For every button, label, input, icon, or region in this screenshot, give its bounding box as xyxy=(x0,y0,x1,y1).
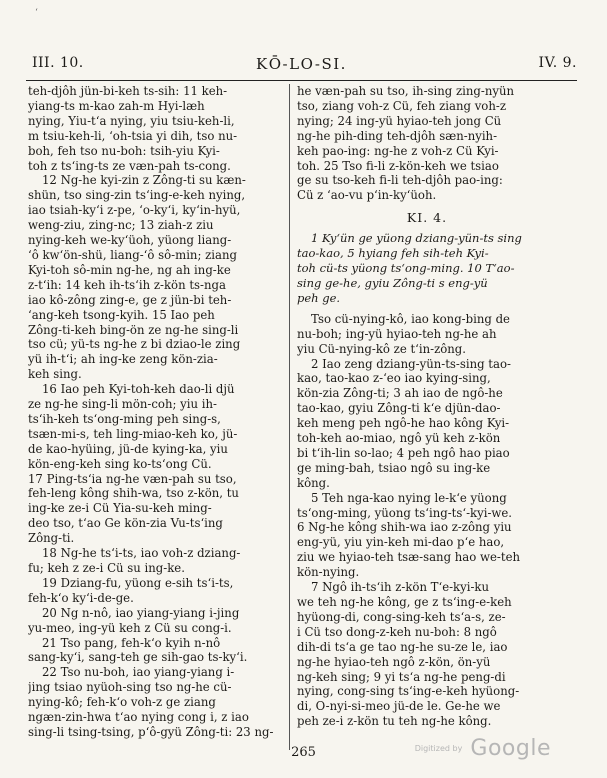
text-line: jing tsiao nyüoh-sing tso ng-he cü- xyxy=(28,680,232,695)
text-line: 17 Ping-ts‘ia ng-he væn-pah su tso, xyxy=(28,471,237,486)
text-line: toh. 25 Tso fi-li z-kön-keh we tsiao xyxy=(297,158,499,173)
summary-line: sing ge-he, gyiu Zông-ti s eng-yü xyxy=(297,275,488,290)
text-line: m tsiu-keh-li, ‘oh-tsia yi dih, tso nu- xyxy=(28,128,238,143)
header-right-ref: IV. 9. xyxy=(538,55,577,71)
text-line: yiang-ts m-kao zah-m Hyi-læh xyxy=(28,98,205,113)
text-line: tso, ziang voh-z Cü, feh ziang voh-z xyxy=(297,98,506,113)
text-line: weng-ziu, zing-nc; 13 ziah-z ziu xyxy=(28,218,214,233)
text-line: ngæn-zin-hwa t‘ao nying cong i, z iao xyxy=(28,710,249,725)
text-line: feh-leng kông shih-wa, tso z-kön, tu xyxy=(28,486,239,501)
text-line: we teh ng-he kông, ge z ts‘ing-e-keh xyxy=(297,595,512,609)
text-line: de kao-hyüing, jü-de kying-ka, yiu xyxy=(28,441,228,456)
right-column-body xyxy=(297,312,557,729)
text-line: tso cü; yü-ts ng-he z bi dziao-le zing xyxy=(28,337,241,352)
text-line: kao, tao-kao z-‘eo iao kying-sing, xyxy=(297,371,491,386)
text-line: 7 Ngô ih-ts‘ih z-kön T‘e-kyi-ku xyxy=(311,580,490,595)
text-line: boh, feh tso nu-boh: tsih-yiu Kyi- xyxy=(28,143,220,158)
left-column xyxy=(28,84,283,740)
text-line: toh z ts‘ing-ts ze væn-pah ts-cong. xyxy=(28,158,231,173)
chapter-summary xyxy=(297,231,557,306)
text-line: deo tso, t‘ao Ge kön-zia Vu-ts‘ing xyxy=(28,516,223,531)
text-line: keh pao-ing: ng-he z voh-z Cü Kyi- xyxy=(297,143,499,158)
text-line: yiu Cü-nying-kô ze t‘in-zông. xyxy=(297,341,466,356)
summary-line: peh ge. xyxy=(297,290,341,305)
header-left-ref: III. 10. xyxy=(32,55,84,71)
text-line: feh-k‘o ky‘i-de-ge. xyxy=(28,590,134,605)
text-line: nying-keh we-ky‘üoh, yüong liang- xyxy=(28,233,232,248)
text-line: ing-ke ze-i Cü Yia-su-keh ming- xyxy=(28,501,212,516)
summary-line: 1 Ky‘ün ge yüong dziang-yün-ts sing xyxy=(311,231,522,246)
text-line: ze ng-he sing-li mön-coh; yiu ih- xyxy=(28,397,217,412)
text-line: Zông-ti-keh bing-ön ze ng-he sing-li xyxy=(28,322,239,337)
text-line: tao-kao, gyiu Zông-ti k‘e djün-dao- xyxy=(297,401,501,416)
header-book-title: KŌ-LO-SI. xyxy=(256,55,347,73)
running-header xyxy=(26,55,577,77)
text-line: Kyi-toh sô-min ng-he, ng ah ing-ke xyxy=(28,262,231,277)
text-line: Zông-ti. xyxy=(28,531,75,546)
text-line: iao tsiah-ky‘i z-pe, ‘o-ky‘i, ky‘in-hyü, xyxy=(28,203,241,218)
text-line: shün, tso sing-zin ts‘ing-e-keh nying, xyxy=(28,188,246,203)
text-line: yu-meo, ing-yü keh z Cü su cong-i. xyxy=(28,620,232,635)
summary-line: toh cü-ts yüong ts‘ong-ming. 10 T‘ao- xyxy=(297,261,515,276)
text-line: ‘ô kw‘ön-shü, liang-‘ô sô-min; ziang xyxy=(28,247,237,262)
text-line: iao kô-zông zing-e, ge z jün-bi teh- xyxy=(28,292,232,307)
text-line: ziu we hyiao-teh tsæ-sang hao we-teh xyxy=(297,550,521,565)
text-line: toh-keh ao-miao, ngô yü keh z-kön xyxy=(297,431,501,446)
text-line: peh ze-i z-kön tu teh ng-he kông. xyxy=(297,714,492,729)
chapter-heading: KI. 4. xyxy=(406,210,448,226)
text-line: Tso cü-nying-kô, iao kong-bing de xyxy=(311,311,510,326)
header-rule xyxy=(26,80,577,81)
text-line: yü ih-t‘i; ah ing-ke zeng kön-zia- xyxy=(28,352,218,367)
text-line: nu-boh; ing-yü hyiao-teh ng-he ah xyxy=(297,326,497,341)
text-line: ts‘ong-ming, yüong ts‘ing-ts‘-kyi-we. xyxy=(297,505,513,520)
text-line: eng-yü, yiu yin-keh mi-dao p‘e hao, xyxy=(297,535,505,550)
summary-line: tao-kao, 5 hyiang feh sih-teh Kyi- xyxy=(297,246,489,261)
text-line: ng-keh sing; 9 yi ts‘a ng-he peng-di xyxy=(297,669,506,684)
text-line: nying, cong-sing ts‘ing-e-keh hyüong- xyxy=(297,684,520,699)
text-line: ts‘ih-keh ts‘ong-ming peh sing-s, xyxy=(28,411,221,426)
text-line: ge su tso-keh fi-li teh-djôh pao-ing: xyxy=(297,173,503,188)
text-line: 22 Tso nu-boh, iao yiang-yiang i- xyxy=(42,665,235,680)
text-line: ng-he pih-ding teh-djôh sæn-nyih- xyxy=(297,128,498,143)
text-line: fu; keh z ze-i Cü su ing-ke. xyxy=(28,561,185,575)
digitized-by-label: Digitized by xyxy=(414,744,463,753)
text-line: 2 Iao zeng dziang-yün-ts-sing tao- xyxy=(311,356,511,371)
text-line: bi t‘ih-lin so-lao; 4 peh ngô hao piao xyxy=(297,445,510,460)
text-line: Cü z ‘ao-vu p‘in-ky‘üoh. xyxy=(297,188,437,203)
text-line: keh meng peh ngô-he hao kông Kyi- xyxy=(297,416,510,431)
text-line: kông. xyxy=(297,475,330,490)
column-divider xyxy=(289,84,290,750)
google-logo: Google xyxy=(470,736,551,761)
text-line: 6 Ng-he kông shih-wa iao z-zông yiu xyxy=(297,520,512,535)
text-line: dih-di ts‘a ge tao ng-he su-ze le, iao xyxy=(297,639,508,654)
right-column xyxy=(297,84,557,729)
text-line: teh-djôh jün-bi-keh ts-sih: 11 keh- xyxy=(28,84,228,98)
text-line: 12 Ng-he kyi-zin z Zông-ti su kæn- xyxy=(42,173,246,188)
text-line: 21 Tso pang, feh-k‘o kyih n-nô xyxy=(42,635,221,650)
text-line: sang-ky‘i, sang-teh ge sih-gao ts-ky‘i. xyxy=(28,650,248,665)
right-column-continuation xyxy=(297,84,557,203)
google-watermark xyxy=(415,736,551,761)
text-line: z-t‘ih: 14 keh ih-ts‘ih z-kön ts-nga xyxy=(28,277,226,292)
text-line: tsæn-mi-s, teh ling-miao-keh ko, jü- xyxy=(28,426,238,441)
text-line: 16 Iao peh Kyi-toh-keh dao-li djü xyxy=(42,382,235,397)
page-number: 265 xyxy=(291,745,316,760)
text-line: nying-kô; feh-k‘o voh-z ge ziang xyxy=(28,695,216,710)
text-line: ng-he hyiao-teh ngô z-kön, ön-yü xyxy=(297,654,491,669)
text-line: i Cü tso dong-z-keh nu-boh: 8 ngô xyxy=(297,624,497,639)
text-line: keh sing. xyxy=(28,367,82,382)
text-line: sing-li tsing-tsing, p‘ô-gyü Zông-ti: 23 ng- xyxy=(28,724,274,739)
text-line: di, O-nyi-si-meo jü-de le. Ge-he we xyxy=(297,699,501,714)
corner-mark: ‘ xyxy=(35,8,38,18)
text-line: he væn-pah su tso, ih-sing zing-nyün xyxy=(297,84,515,98)
text-line: ge ming-bah, tsiao ngô su ing-ke xyxy=(297,460,491,475)
text-line: kön-nying. xyxy=(297,565,360,580)
text-line: 19 Dziang-fu, yüong e-sih ts‘i-ts, xyxy=(42,575,234,590)
text-line: nying; 24 ing-yü hyiao-teh jong Cü xyxy=(297,113,502,128)
text-line: kön-zia Zông-ti; 3 ah iao de ngô-he xyxy=(297,386,503,401)
text-line: ‘ang-keh tsong-kyih. 15 Iao peh xyxy=(28,307,215,322)
text-line: 18 Ng-he ts‘i-ts, iao voh-z dziang- xyxy=(42,546,241,561)
text-line: nying, Yiu-t‘a nying, yiu tsiu-keh-li, xyxy=(28,113,235,128)
text-line: 5 Teh nga-kao nying le-k‘e yüong xyxy=(311,490,507,505)
text-line: kön-eng-keh sing ko-ts‘ong Cü. xyxy=(28,456,212,471)
text-line: 20 Ng n-nô, iao yiang-yiang i-jing xyxy=(42,605,240,620)
text-line: hyüong-di, cong-sing-keh ts‘a-s, ze- xyxy=(297,609,506,624)
